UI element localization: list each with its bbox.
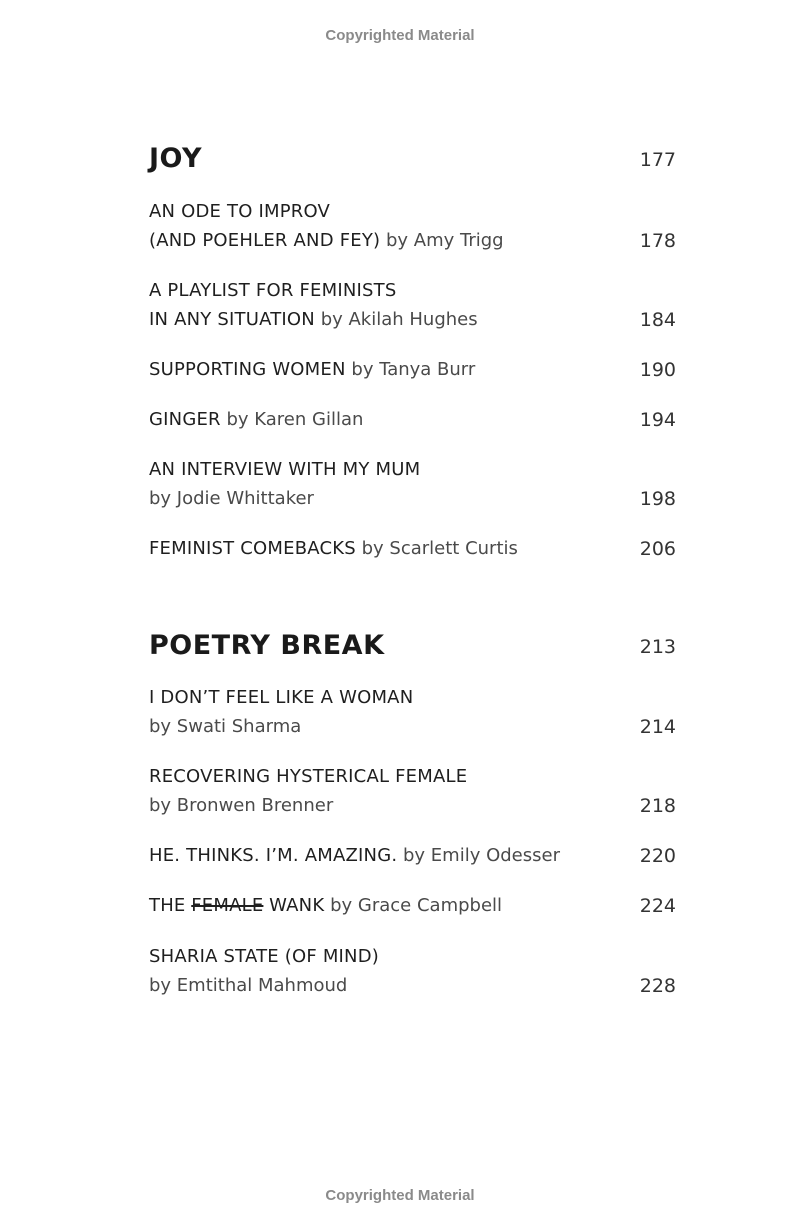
entry-page-number: 184 (639, 308, 676, 331)
entry-text (149, 684, 619, 741)
entry-title: WANK (269, 895, 325, 916)
entry-text (149, 535, 619, 564)
entry-page-number: 194 (639, 409, 676, 431)
entry-page-number: 218 (639, 794, 676, 817)
entry-page-number: 190 (639, 359, 676, 381)
entry-text (149, 356, 619, 385)
entry-author: by Bronwen Brenner (149, 794, 334, 816)
entry-author: by Karen Gillan (226, 409, 364, 430)
toc-entry[interactable] (149, 842, 676, 871)
toc-entry[interactable] (149, 198, 676, 255)
entry-author: by Amy Trigg (385, 229, 504, 251)
entry-text (149, 763, 619, 820)
toc-entry[interactable] (149, 406, 676, 435)
entry-author: by Grace Campbell (330, 895, 503, 916)
entry-text (149, 842, 619, 871)
entry-text (149, 456, 619, 513)
entry-author: by Jodie Whittaker (149, 487, 314, 509)
section-header (149, 629, 676, 669)
entry-title: I DON’T FEEL LIKE A WOMAN (149, 687, 414, 708)
toc-entry[interactable] (149, 763, 676, 820)
toc-entry[interactable] (149, 943, 676, 1000)
entry-title: SHARIA STATE (OF MIND) (149, 946, 380, 967)
entry-author: by Emily Odesser (403, 845, 560, 866)
entry-title: FEMINIST COMEBACKS (149, 538, 356, 559)
toc-entry[interactable] (149, 456, 676, 513)
entry-text (149, 892, 619, 921)
section-title: JOY (149, 143, 203, 174)
entry-page-number: 224 (639, 895, 676, 917)
section-page-number: 177 (639, 149, 676, 171)
entry-author: by Akilah Hughes (320, 308, 478, 330)
entry-title: A PLAYLIST FOR FEMINISTS (149, 280, 397, 301)
entry-author: by Tanya Burr (351, 359, 476, 380)
entry-text (149, 406, 619, 435)
entry-author: by Swati Sharma (149, 715, 302, 737)
toc-entry[interactable] (149, 684, 676, 741)
entry-page-number: 214 (639, 715, 676, 738)
toc-section-joy (149, 142, 676, 182)
section-title: POETRY BREAK (149, 630, 385, 661)
toc-entry[interactable] (149, 277, 676, 334)
toc-entry[interactable] (149, 535, 676, 564)
entry-text (149, 277, 619, 334)
entry-title: IN ANY SITUATION (149, 308, 315, 330)
entry-title: AN INTERVIEW WITH MY MUM (149, 459, 421, 480)
entry-title: SUPPORTING WOMEN (149, 359, 346, 380)
entry-text (149, 198, 619, 255)
toc-entry[interactable] (149, 356, 676, 385)
section-page-number: 213 (639, 636, 676, 658)
toc-section-poetry-break (149, 629, 676, 669)
entry-title: RECOVERING HYSTERICAL FEMALE (149, 766, 468, 787)
entry-page-number: 198 (639, 487, 676, 510)
entry-page-number: 206 (639, 538, 676, 560)
entry-title: HE. THINKS. I’M. AMAZING. (149, 845, 398, 866)
copyright-watermark-top: Copyrighted Material (325, 27, 475, 44)
entry-page-number: 220 (639, 845, 676, 867)
entry-title-struck-word: FEMALE (191, 895, 264, 916)
section-header (149, 142, 676, 182)
entry-author: by Emtithal Mahmoud (149, 974, 348, 996)
entry-title: AN ODE TO IMPROV (149, 201, 331, 222)
entry-text (149, 943, 619, 1000)
entry-author: by Scarlett Curtis (361, 538, 518, 559)
entry-page-number: 228 (639, 974, 676, 997)
entry-page-number: 178 (639, 229, 676, 252)
copyright-watermark-bottom: Copyrighted Material (325, 1187, 475, 1204)
toc-entry[interactable] (149, 892, 676, 921)
entry-title: THE (149, 895, 186, 916)
entry-title: (AND POEHLER AND FEY) (149, 229, 381, 251)
entry-title: GINGER (149, 409, 221, 430)
